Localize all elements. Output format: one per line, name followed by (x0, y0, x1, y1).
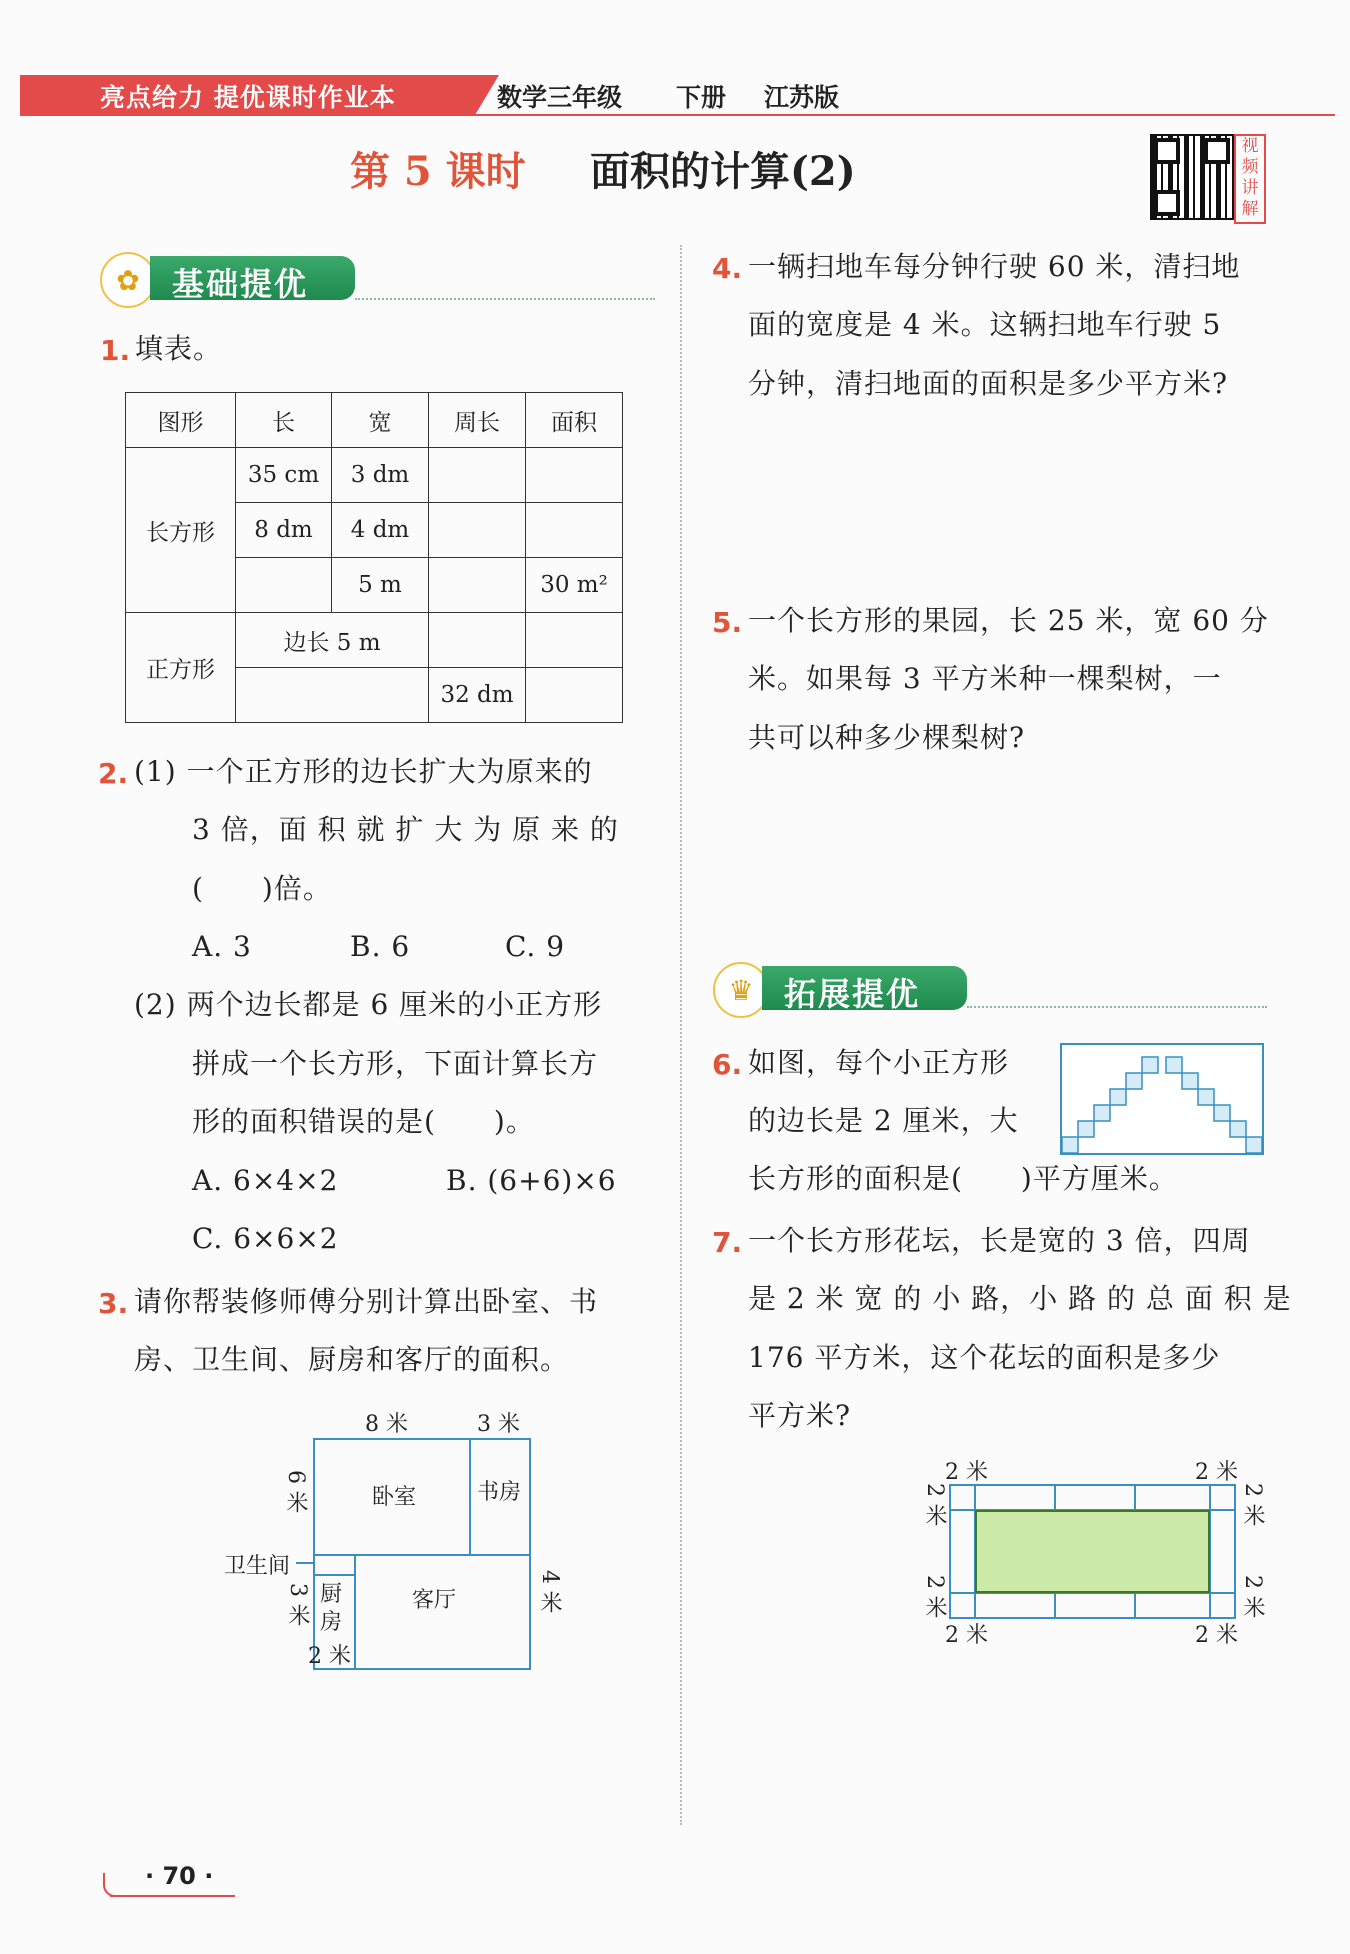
answer-cell[interactable] (236, 558, 332, 613)
question-number: 1. (100, 334, 131, 367)
row-label-square: 正方形 (126, 613, 236, 723)
table-header: 面积 (526, 393, 623, 448)
floor-plan-diagram (220, 1405, 580, 1675)
dim-label: 2 米 (1240, 1483, 1265, 1526)
q2-part1-line3: ( )倍。 (192, 872, 332, 905)
section-basic-title: 基础提优 (172, 265, 309, 303)
column-divider (680, 245, 682, 1825)
room-bedroom: 卧室 (372, 1485, 417, 1510)
dim-top-b: 3 米 (477, 1412, 520, 1437)
table-cell: 32 dm (429, 668, 526, 723)
q4-line3: 分钟，清扫地面的面积是多少平方米? (748, 367, 1229, 400)
answer-cell[interactable] (526, 503, 623, 558)
table-cell: 5 m (332, 558, 429, 613)
section-divider (967, 1006, 1267, 1008)
dim-left-a: 6 米 (283, 1470, 308, 1513)
question-number: 3. (98, 1287, 129, 1320)
video-explanation-label[interactable]: 视频讲解 (1234, 134, 1266, 224)
edition-label: 江苏版 (764, 83, 840, 112)
page-number-decoration (103, 1873, 125, 1897)
room-living: 客厅 (412, 1588, 457, 1613)
dim-label: 2 米 (1240, 1575, 1265, 1618)
section-extended-title: 拓展提优 (784, 975, 921, 1013)
table-header: 周长 (429, 393, 526, 448)
question-number: 2. (98, 757, 129, 790)
flower-icon: ✿ (100, 252, 156, 308)
stair-square (1246, 1137, 1262, 1153)
answer-cell[interactable] (429, 503, 526, 558)
lesson-title: 面积的计算(2) (590, 148, 856, 195)
staircase-diagram (1060, 1043, 1264, 1155)
table-cell: 4 dm (332, 503, 429, 558)
stair-square (1198, 1089, 1214, 1105)
q2-part1-line1: (1) 一个正方形的边长扩大为原来的 (134, 755, 593, 788)
dim-left-b: 3 米 (285, 1583, 310, 1626)
stair-square (1230, 1121, 1246, 1137)
question-number: 5. (712, 606, 743, 639)
answer-cell[interactable] (429, 613, 526, 668)
q7-line3: 176 平方米，这个花坛的面积是多少 (748, 1341, 1221, 1374)
dim-right: 4 米 (537, 1570, 562, 1613)
room-study: 书房 (477, 1480, 522, 1505)
q2-part2-line1: (2) 两个边长都是 6 厘米的小正方形 (134, 988, 603, 1021)
q3-line1: 请你帮装修师傅分别计算出卧室、书 (134, 1285, 599, 1318)
stair-square (1094, 1105, 1110, 1121)
q2-part1-option-c[interactable]: C. 9 (505, 930, 566, 963)
q7-line4: 平方米? (748, 1399, 852, 1432)
answer-cell[interactable] (429, 558, 526, 613)
answer-cell[interactable] (526, 613, 623, 668)
page-number-underline (110, 1895, 235, 1897)
table-header: 图形 (126, 393, 236, 448)
stair-square (1166, 1057, 1182, 1073)
dim-label: 2 米 (945, 1460, 988, 1485)
answer-cell[interactable] (526, 448, 623, 503)
answer-cell[interactable] (429, 448, 526, 503)
fill-table (125, 392, 623, 723)
q2-part1-option-b[interactable]: B. 6 (350, 930, 411, 963)
q6-line1: 如图，每个小正方形 (748, 1046, 1010, 1079)
dim-bottom: 2 米 (308, 1644, 351, 1669)
stair-square (1078, 1121, 1094, 1137)
q6-line3: 长方形的面积是( )平方厘米。 (748, 1162, 1178, 1195)
q4-line2: 面的宽度是 4 米。这辆扫地车行驶 5 (748, 308, 1222, 341)
dim-label: 2 米 (1195, 1623, 1238, 1648)
table-row (126, 448, 623, 503)
q2-part1-line2: 3 倍，面 积 就 扩 大 为 原 来 的 (192, 813, 619, 846)
table-header: 宽 (332, 393, 429, 448)
room-bathroom: 卫生间 (224, 1554, 291, 1579)
q2-part2-line3: 形的面积错误的是( )。 (192, 1105, 535, 1138)
stair-square (1126, 1073, 1142, 1089)
table-cell: 30 m² (526, 558, 623, 613)
q7-line1: 一个长方形花坛，长是宽的 3 倍，四周 (748, 1224, 1251, 1257)
book-brand: 亮点给力 提优课时作业本 (100, 83, 396, 112)
q5-line2: 米。如果每 3 平方米种一棵梨树，一 (748, 662, 1222, 695)
subject-label: 数学三年级 (497, 83, 623, 112)
floor-plan-lines (220, 1405, 580, 1675)
table-cell: 8 dm (236, 503, 332, 558)
q6-line2: 的边长是 2 厘米，大 (748, 1104, 1019, 1137)
q2-part2-option-a[interactable]: A. 6×4×2 (192, 1164, 339, 1197)
table-cell: 3 dm (332, 448, 429, 503)
stair-square (1110, 1089, 1126, 1105)
stair-square (1062, 1137, 1078, 1153)
q2-part2-line2: 拼成一个长方形，下面计算长方 (192, 1047, 599, 1080)
stair-square (1182, 1073, 1198, 1089)
q1-text: 填表。 (135, 332, 223, 365)
table-row (126, 613, 623, 668)
dim-label: 2 米 (922, 1575, 947, 1618)
q3-line2: 房、卫生间、厨房和客厅的面积。 (134, 1343, 570, 1376)
answer-cell[interactable] (526, 668, 623, 723)
q5-line3: 共可以种多少棵梨树? (748, 721, 1026, 754)
row-label-rectangle: 长方形 (126, 448, 236, 613)
section-divider (355, 298, 655, 300)
table-cell: 35 cm (236, 448, 332, 503)
q7-line2: 是 2 米 宽 的 小 路，小 路 的 总 面 积 是 (748, 1282, 1292, 1315)
question-number: 4. (712, 252, 743, 285)
table-cell: 边长 5 m (236, 613, 429, 668)
q2-part1-option-a[interactable]: A. 3 (192, 930, 252, 963)
dim-label: 2 米 (945, 1623, 988, 1648)
q5-line1: 一个长方形的果园，长 25 米，宽 60 分 (748, 604, 1269, 637)
qr-code-icon[interactable] (1150, 134, 1234, 220)
question-number: 6. (712, 1048, 743, 1081)
q2-part2-option-c[interactable]: C. 6×6×2 (192, 1222, 339, 1255)
trophy-icon: ♛ (713, 962, 769, 1018)
q2-part2-option-b[interactable]: B. (6+6)×6 (446, 1164, 617, 1197)
table-header-row (126, 393, 623, 448)
flowerbed-diagram (915, 1455, 1270, 1655)
room-kitchen: 厨房 (320, 1582, 343, 1635)
dim-label: 2 米 (922, 1483, 947, 1526)
flowerbed-area (976, 1511, 1209, 1592)
question-number: 7. (712, 1226, 743, 1259)
dim-label: 2 米 (1195, 1460, 1238, 1485)
answer-cell[interactable] (236, 668, 429, 723)
volume-label: 下册 (676, 83, 727, 112)
lesson-number: 第 5 课时 (350, 148, 526, 195)
dim-top-a: 8 米 (365, 1412, 408, 1437)
table-header: 长 (236, 393, 332, 448)
header-rule (20, 114, 1335, 116)
stair-square (1142, 1057, 1158, 1073)
stair-square (1214, 1105, 1230, 1121)
q4-line1: 一辆扫地车每分钟行驶 60 米，清扫地 (748, 250, 1241, 283)
page-number: · 70 · (145, 1862, 214, 1890)
